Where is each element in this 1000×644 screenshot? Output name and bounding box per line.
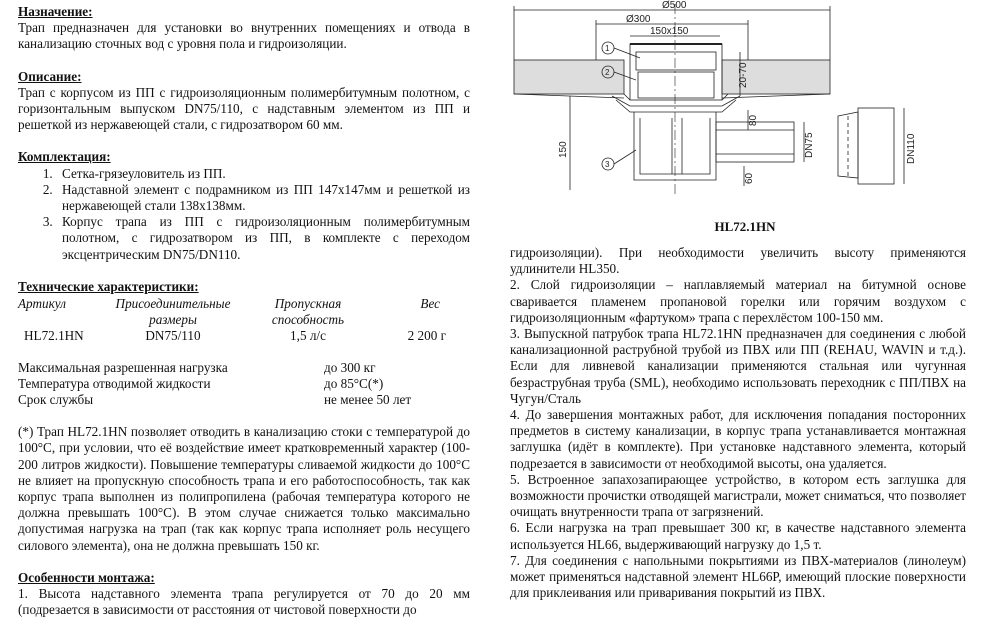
param-label: Температура отводимой жидкости [18,375,211,391]
dim-20-70-label: 20-70 [738,62,749,88]
col-throughput: Пропускная способность [271,296,345,328]
dim-300-label: Ø300 [626,14,651,25]
dim-80-label: 80 [748,114,759,126]
param-value: до 85°С(*) [324,375,384,391]
dn110-label: DN110 [906,133,917,164]
description-text: Трап с корпусом из ПП с гидроизоляционным полимербитумным полотном, с горизонтальным выпуском DN75/110, с надставным элементом из ПП и решеткой из нержавеющей стали, с гидрозатвором 60 мм. [18,84,470,133]
dim-150-label: 150x150 [650,26,689,37]
mounting-item: 7. Для соединения с напольными покрытиями из ПВХ-материалов (линолеум) может применяться надставной элемент HL66P, имеющий плоские поверхности для приклеивания или приваривания покрытий из ПВХ. [510,552,966,601]
cell-throughput: 1,5 л/с [290,328,326,344]
dim-500-label: Ø500 [662,0,687,11]
dim-60-label: 60 [744,172,755,184]
purpose-heading: Назначение: [18,4,93,19]
mounting-list [510,245,966,601]
mounting-item: 2. Слой гидроизоляции – наплавляемый материал на битумной основе сваривается пламенем пропановой горелки или горячим воздухом с гидроизоляционным «фартуком» трапа с перехлёстом 100-150 мм. [510,277,966,325]
param-row [18,360,470,376]
callout-2: 2 [605,68,610,77]
param-label: Максимальная разрешенная нагрузка [18,359,228,375]
right-column [510,245,966,601]
mounting-item: 3. Выпускной патрубок трапа HL72.1HN предназначен для соединения с любой канализационной раструбной трубой из ПВХ или ПП (REHAU, WAVIN и т.д.). Если для ливневой канализации применяются стальная или чугунная безраструбная труба (SML), необходимо использовать переходник с ПП/ПВХ на Чугун/Сталь [510,326,966,406]
param-value: до 300 кг [324,359,376,375]
dn75-label: DN75 [804,132,815,158]
mounting-item-1-start: 1. Высота надставного элемента трапа регулируется от 70 до 20 мм (подрезается в зависимости от расстояния от чистовой поверхности до [18,586,470,618]
cell-sizes: DN75/110 [145,328,201,344]
mounting-item-1-end: гидроизоляции). При необходимости увеличить высоту применяются удлинители HL350. [510,245,966,277]
mounting-item: 6. Если нагрузка на трап превышает 300 кг, в качестве надставного элемента используется HL66, выдерживающий нагрузку до 1,5 т. [510,520,966,552]
cell-weight: 2 200 г [407,328,446,344]
mounting-item: 4. До завершения монтажных работ, для исключения попадания посторонних предметов в систему канализации, в корпус трапа устанавливается монтажная заглушка (идёт в комплекте). При установке надставного элемента, который подрезается в зависимости от необходимой высоты, она удаляется. [510,407,966,471]
param-row [18,376,470,392]
kit-item: 1. Сетка-грязеуловитель из ПП. [56,166,470,182]
cell-article: HL72.1HN [24,328,84,344]
dim-150v-label: 150 [558,141,569,158]
temperature-note: (*) Трап HL72.1HN позволяет отводить в канализацию стоки с температурой до 100°С, при условии, что её воздействие имеет кратковременный характер (100-200 литров жидкости). Повышение температуры сливаемой жидкости до 100°С не влияет на пропускную способность трапа и его работоспособность, так как корпус трапа выполнен из полипропилена (рабочая температура которого не должна превышать 100°С). В этом случае снижается только максимально допустимая нагрузка на трап (так как корпус трапа исполняет роль несущего силового элемента), она не должна превышать 150 кг. [18,424,470,553]
param-value: не менее 50 лет [324,392,412,408]
mounting-heading: Особенности монтажа: [18,569,155,585]
param-label: Срок службы [18,392,94,408]
purpose-text: Трап предназначен для установки во внутренних помещениях и отвода в канализацию сточных вод с уровня пола и гидроизоляции. [18,20,470,52]
callout-3: 3 [605,160,610,169]
col-article: Артикул [18,296,67,312]
specs-heading: Технические характеристики: [18,278,199,294]
drawing-caption: HL72.1HN [714,219,776,234]
drain-drawing [512,0,982,200]
kit-item: 2. Надставной элемент с подрамником из ПП 147х147мм и решеткой из нержавеющей стали 138х138мм. [56,182,470,214]
param-row [18,392,470,408]
col-sizes: Присоединительные размеры [115,296,231,328]
description-heading: Описание: [18,68,82,84]
left-column [18,4,470,619]
kit-heading: Комплектация: [18,149,111,165]
specs-table [18,296,458,345]
mounting-item: 5. Встроенное запахозапирающее устройство, в котором есть заглушка для возможности прочистки отводящей магистрали, может сниматься, что позволяет очищать внутренности трапа от загрязнений. [510,471,966,520]
kit-item: 3. Корпус трапа из ПП с гидроизоляционным полимербитумным полотном, с гидрозатвором из ПП, в комплекте с переходом эксцентрическим DN75/DN110. [56,214,470,263]
col-weight: Вес [420,296,440,312]
callout-1: 1 [605,44,610,53]
kit-list [18,166,470,263]
